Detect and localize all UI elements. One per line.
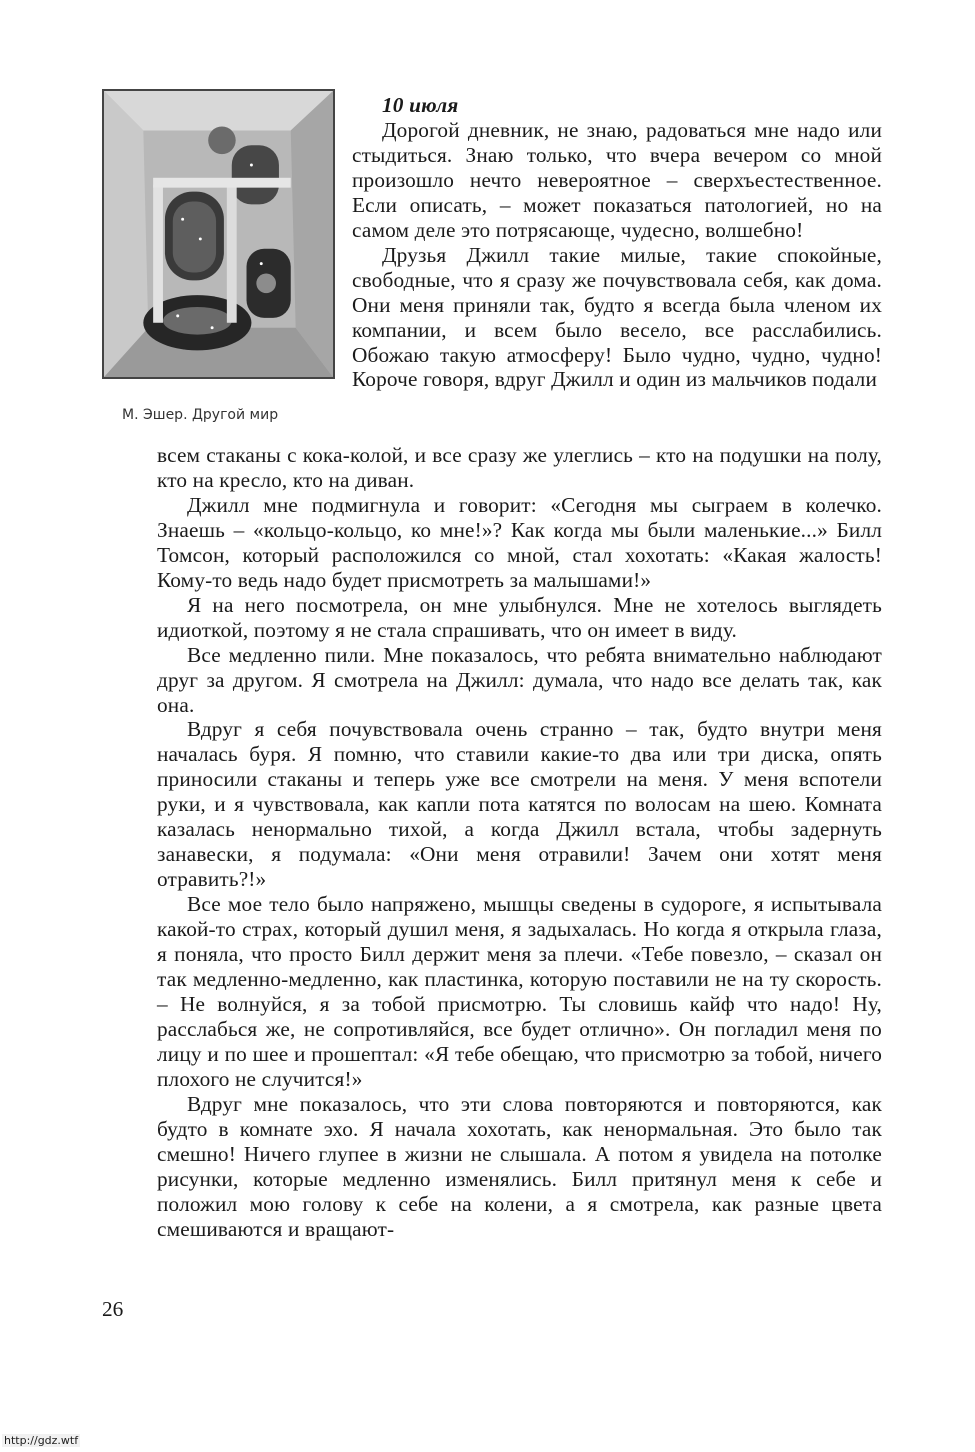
paragraph: Дорогой дневник, не знаю, радоваться мне надо или стыдиться. Знаю только, что вчера вечером со мной произошло нечто невероятное – сверхъестественное. Если описать, – может показаться патологией, но на самом деле это потрясающе, чудесно, волшебно! bbox=[352, 117, 882, 242]
top-column bbox=[352, 93, 882, 392]
paragraph: Все медленно пили. Мне показалось, что ребята внимательно наблюдают друг за другом. Я смотрела на Джилл: думала, что надо все делать так, как она. bbox=[157, 642, 882, 717]
diary-date: 10 июля bbox=[382, 93, 459, 117]
paragraph: Джилл мне подмигнула и говорит: «Сегодня мы сыграем в колечко. Знаешь – «кольцо-кольцо, ко мне!»? Как когда мы были маленькие...» Билл Томсон, который расположился со мной, стал хохотать: «Какая жалость! Кому-то ведь надо будет присмотреть за малышами!» bbox=[157, 492, 882, 592]
escher-illustration bbox=[102, 89, 335, 379]
paragraph: Друзья Джилл такие милые, такие спокойные, свободные, что я сразу же почувствовала себя, как дома. Они меня приняли так, будто я всегда была членом их компании, и всем было весело, все расслабились. Обожаю такую атмосферу! Было чудно, чудно, чудно! Короче говоря, вдруг Джилл и один из мальчиков подали bbox=[352, 242, 882, 392]
main-column bbox=[157, 443, 882, 1242]
paragraph: Вдруг мне показалось, что эти слова повторяются и повторяются, как будто в комнате эхо. Я начала хохотать, как ненормальная. Это было так смешно! Ничего глупее в жизни не слышала. А потом я увидела на потолке рисунки, которые медленно изменялись. Билл притянул меня к себе и положил мою голову к себе на колени, а я смотрела, как разные цвета смешиваются и вращают- bbox=[157, 1091, 882, 1241]
watermark-link[interactable]: http://gdz.wtf bbox=[4, 1434, 79, 1447]
figure-caption: М. Эшер. Другой мир bbox=[122, 407, 279, 423]
paragraph: Я на него посмотрела, он мне улыбнулся. Мне не хотелось выглядеть идиоткой, поэтому я не стала спрашивать, что он имеет в виду. bbox=[157, 592, 882, 642]
paragraph: Все мое тело было напряжено, мышцы сведены в судороге, я испытывала какой-то страх, который душил меня, я задыхалась. Но когда я открыла глаза, я поняла, что просто Билл держит меня за плечи. «Тебе повезло, – сказал он так медленно-медленно, как пластинка, которую поставили не на ту скорость. – Не волнуйся, я за тобой присмотрю. Ты словишь кайф что надо! Ну, расслабься же, не сопротивляйся, все будет отлично». Он погладил меня по лицу и по шее и прошептал: «Я тебе обещаю, что присмотрю за тобой, ничего плохого не случится!» bbox=[157, 892, 882, 1091]
paragraph: Вдруг я себя почувствовала очень странно – так, будто внутри меня началась буря. Я помню, что ставили какие-то два или три диска, опять приносили стаканы и теперь уже все смотрели на меня. У меня вспотели руки, и я чувствовала, как капли пота катятся по волосам на шею. Комната казалась ненормально тихой, а когда Джилл встала, чтобы задернуть занавески, я подумала: «Они меня отравили! Зачем они хотят меня отравить?!» bbox=[157, 717, 882, 892]
paragraph-continuation: всем стаканы с кока-колой, и все сразу же улеглись – кто на подушки на полу, кто на кресло, кто на диван. bbox=[157, 443, 882, 492]
escher-image bbox=[104, 91, 333, 377]
page-number: 26 bbox=[102, 1297, 124, 1321]
